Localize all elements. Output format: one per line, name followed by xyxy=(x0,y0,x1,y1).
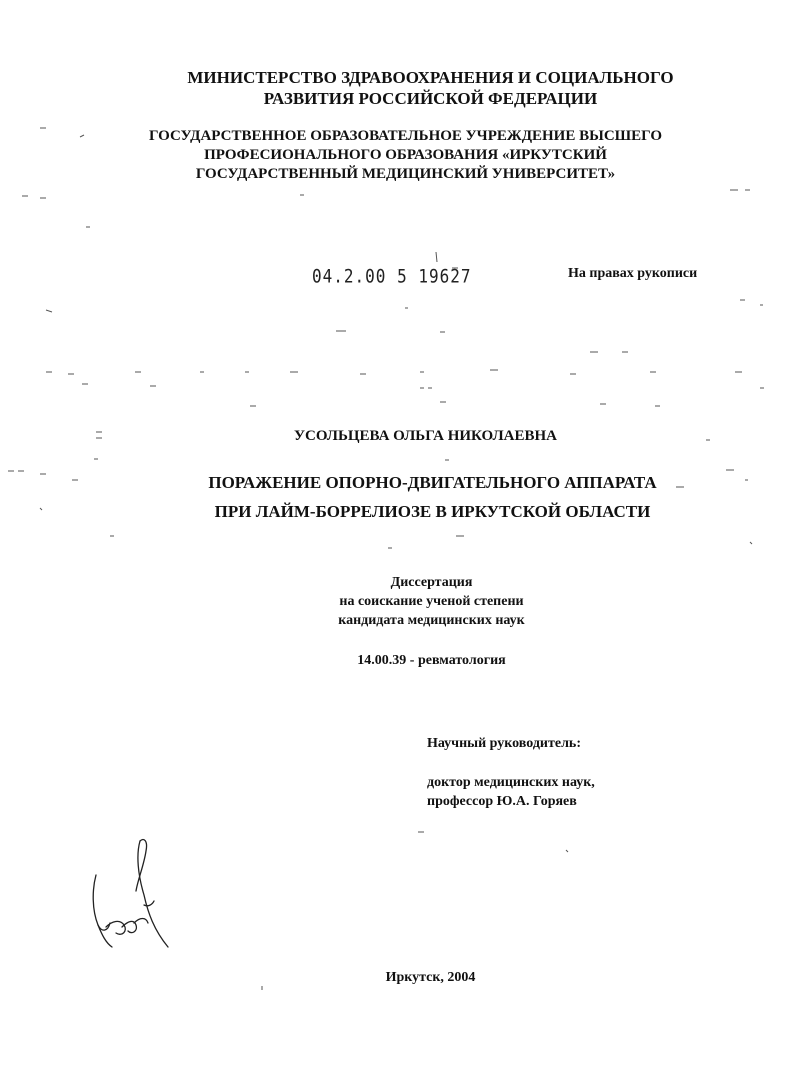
ministry-header xyxy=(35,67,791,109)
dissertation-title xyxy=(37,468,791,526)
handwritten-signature xyxy=(78,835,178,955)
degree-statement xyxy=(36,573,791,630)
institution-line-2: ПРОФЕСИОНАЛЬНОГО ОБРАЗОВАНИЯ «ИРКУТСКИЙ xyxy=(204,147,607,163)
institution-header xyxy=(10,127,791,184)
city-year: Иркутск, 2004 xyxy=(385,970,476,985)
degree-line-1: Диссертация xyxy=(390,575,473,590)
ministry-line-1: МИНИСТЕРСТВО ЗДРАВООХРАНЕНИЯ И СОЦИАЛЬНОГО xyxy=(187,68,674,87)
title-line-2: ПРИ ЛАЙМ-БОРРЕЛИОЗЕ В ИРКУТСКОЙ ОБЛАСТИ xyxy=(214,502,651,521)
author-name: УСОЛЬЦЕВА ОЛЬГА НИКОЛАЕВНА xyxy=(294,428,557,444)
institution-line-1: ГОСУДАРСТВЕННОЕ ОБРАЗОВАТЕЛЬНОЕ УЧРЕЖДЕНИЕ ВЫСШЕГО xyxy=(148,128,662,144)
title-line-1: ПОРАЖЕНИЕ ОПОРНО-ДВИГАТЕЛЬНОГО АППАРАТА xyxy=(208,473,657,492)
specialty-code: 14.00.39 - ревматология xyxy=(357,653,506,668)
archive-stamp-code: 04.2.00 5 19627 xyxy=(312,265,472,287)
supervisor-degree: доктор медицинских наук, xyxy=(427,775,595,790)
institution-line-3: ГОСУДАРСТВЕННЫЙ МЕДИЦИНСКИЙ УНИВЕРСИТЕТ» xyxy=(195,166,616,182)
supervisor-details xyxy=(427,773,595,811)
degree-line-2: на соискание ученой степени xyxy=(339,594,524,609)
ministry-line-2: РАЗВИТИЯ РОССИЙСКОЙ ФЕДЕРАЦИИ xyxy=(263,89,598,108)
rights-note: На правах рукописи xyxy=(568,266,698,281)
supervisor-label: Научный руководитель: xyxy=(427,736,581,751)
supervisor-name: профессор Ю.А. Горяев xyxy=(427,794,577,809)
degree-line-3: кандидата медицинских наук xyxy=(338,613,525,628)
